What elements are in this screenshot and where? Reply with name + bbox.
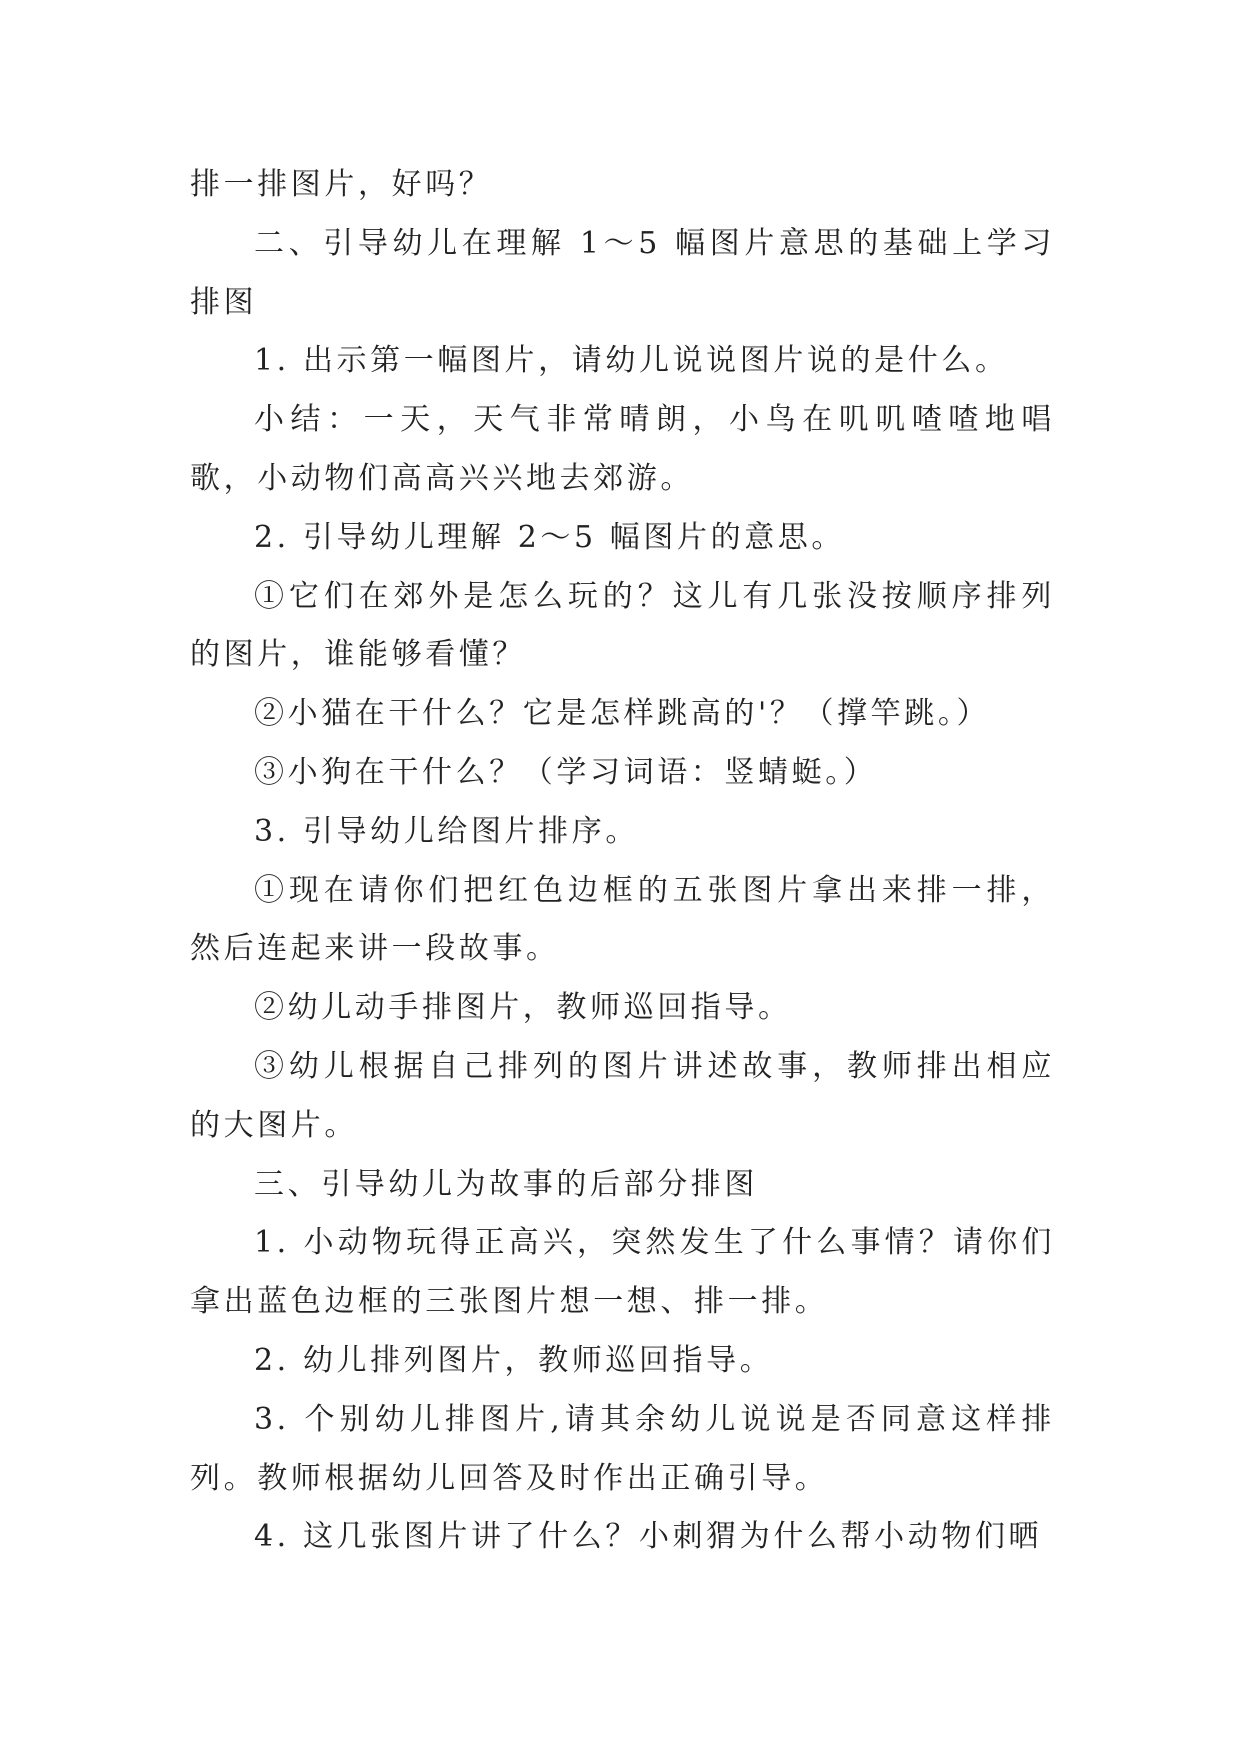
paragraph-step-2-3: 3. 引导幼儿给图片排序。: [254, 813, 639, 849]
paragraph-summary: 小结：一天，天气非常晴朗，小鸟在叽叽喳喳地唱歌，小动物们高高兴兴地去郊游。: [190, 402, 1055, 496]
paragraph-question-1: ①它们在郊外是怎么玩的？这儿有几张没按顺序排列的图片，谁能够看懂？: [190, 578, 1055, 673]
paragraph-question-3: ③小狗在干什么？（学习词语：竖蜻蜓。）: [254, 754, 878, 790]
paragraph-question-2: ②小猫在干什么？它是怎样跳高的'？（撑竿跳。）: [254, 696, 991, 732]
paragraph-step-3-3: 3. 个别幼儿排图片,请其余幼儿说说是否同意这样排列。教师根据幼儿回答及时作出正确引导。: [190, 1401, 1055, 1496]
document-body: [190, 156, 1055, 1567]
paragraph-step-2-2: 2. 引导幼儿理解 2～5 幅图片的意思。: [254, 519, 846, 555]
paragraph-sort-1: ①现在请你们把红色边框的五张图片拿出来排一排，然后连起来讲一段故事。: [190, 872, 1055, 967]
paragraph-1: 排一排图片，好吗？: [190, 167, 493, 202]
paragraph-step-2-1: 1. 出示第一幅图片，请幼儿说说图片说的是什么。: [254, 343, 1009, 379]
paragraph-step-3-4: 4. 这几张图片讲了什么？小刺猬为什么帮小动物们晒: [254, 1519, 1043, 1555]
section-heading-3: 三、引导幼儿为故事的后部分排图: [254, 1166, 758, 1202]
paragraph-step-3-2: 2. 幼儿排列图片，教师巡回指导。: [254, 1342, 774, 1378]
section-heading-2: 二、引导幼儿在理解 1～5 幅图片意思的基础上学习排图: [190, 225, 1055, 320]
paragraph-sort-2: ②幼儿动手排图片，教师巡回指导。: [254, 990, 792, 1026]
paragraph-sort-3: ③幼儿根据自己排列的图片讲述故事，教师排出相应的大图片。: [190, 1048, 1055, 1143]
paragraph-step-3-1: 1. 小动物玩得正高兴，突然发生了什么事情？请你们拿出蓝色边框的三张图片想一想、排一排。: [190, 1225, 1055, 1320]
